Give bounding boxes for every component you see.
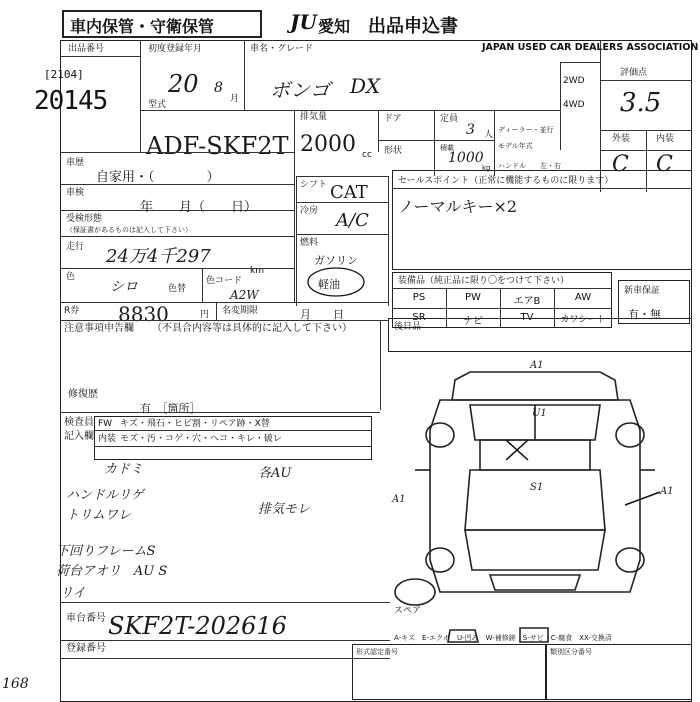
load-label: 積載 xyxy=(440,144,454,152)
form-title: 出品申込書 xyxy=(368,16,458,37)
dealer-label: ディーラー・並行 xyxy=(498,126,554,134)
equipment-item: PW xyxy=(465,292,481,303)
interior-grade: C xyxy=(656,152,673,177)
displacement-value: 2000 xyxy=(300,132,356,157)
color-label: 色 xyxy=(66,272,76,282)
ju-logo: JU xyxy=(290,10,317,34)
usage-value: 自家用・（ ） xyxy=(96,170,220,185)
mileage-label: 走行 xyxy=(66,242,85,252)
registration-month: 8 xyxy=(214,80,223,96)
rear-items-label: 後日品 xyxy=(394,322,422,332)
inspector-note: 荷台アオリ AU S xyxy=(56,564,168,579)
registration-label: 初度登録年月 xyxy=(148,44,203,54)
vehicle-grade: DX xyxy=(350,74,381,98)
spare-label: スペア xyxy=(394,606,422,616)
damage-mark: A1 xyxy=(392,494,406,505)
inspection-label: 車検 xyxy=(66,188,85,198)
inspector-note: カドミ xyxy=(104,462,144,477)
vehicle-name-label: 車名・グレード xyxy=(250,44,314,54)
org-name: 愛知 xyxy=(318,17,351,36)
exterior-grade: C xyxy=(612,152,629,177)
lot-bracket-number: [2104] xyxy=(44,68,84,81)
vehicle-name: ボンゴ xyxy=(270,78,330,102)
inspector-row2: モズ・汚・コゲ・穴・ヘコ・キレ・破レ xyxy=(120,434,282,444)
chassis-label: 車台番号 xyxy=(66,613,106,624)
mileage-unit: km xyxy=(250,266,264,276)
reg-number-label: 登録番号 xyxy=(66,643,106,654)
equipment-item: TV xyxy=(520,312,534,323)
ac-label: 冷房 xyxy=(300,206,319,216)
damage-mark: U1 xyxy=(532,408,547,419)
equipment-label: 装備品（純正品に限り〇をつけて下さい） xyxy=(398,276,570,286)
color-value: シロ xyxy=(110,279,138,295)
displacement-unit: cc xyxy=(362,150,372,160)
warranty-label: 受検形態 xyxy=(66,214,103,224)
sales-point-label: セールスポイント（正常に機能するものに限ります） xyxy=(398,176,614,186)
price-value: 8830 xyxy=(118,302,169,326)
handle-options: 左・右 xyxy=(540,162,561,170)
inspector-note: リイ xyxy=(60,586,86,601)
inspector-fw: FW xyxy=(98,419,113,429)
price-unit: 円 xyxy=(200,310,210,320)
capacity-label: 定員 xyxy=(440,114,459,124)
damage-mark: A1 xyxy=(530,360,544,371)
sales-point-value: ノーマルキー×2 xyxy=(398,197,518,216)
shift-label: シフト xyxy=(300,180,328,190)
interior-label: 内装 xyxy=(656,134,675,144)
association-name: JAPAN USED CAR DEALERS ASSOCIATION xyxy=(482,42,699,53)
load-value: 1000 xyxy=(448,150,484,166)
inspector-row1: キズ・飛石・ヒビ割・リペア跡・X替 xyxy=(120,419,270,429)
inspection-value: 年 月（ 日） xyxy=(140,200,258,215)
mileage-value: 24万4千297 xyxy=(106,246,211,267)
storage-label: 車内保管・守衛保管 xyxy=(70,17,215,36)
inspector-note: トリムワレ xyxy=(66,508,132,523)
score-value: 3.5 xyxy=(620,88,662,118)
inspector-note: 各AU xyxy=(258,466,292,481)
load-unit: kg xyxy=(482,164,491,172)
new-car-warranty-label: 新車保証 xyxy=(624,286,661,296)
model-label: 型式 xyxy=(148,100,167,110)
model-value: ADF-SKF2T xyxy=(146,132,289,160)
shift-value: CAT xyxy=(330,182,368,203)
name-change-label: 名変期限 xyxy=(222,306,259,316)
class-label: 類別区分番号 xyxy=(550,648,592,656)
inspector-note: 下回りフレームS xyxy=(56,544,156,559)
equipment-item: AW xyxy=(574,292,592,303)
handle-label: ハンドル xyxy=(498,162,526,170)
exterior-label: 外装 xyxy=(612,134,631,144)
inspector-note: 排気モレ xyxy=(258,502,311,517)
color-code-label: 色コード xyxy=(206,276,243,286)
registration-year: 20 xyxy=(168,70,199,98)
price-label: R券 xyxy=(64,306,80,316)
capacity-unit: 人 xyxy=(484,130,494,140)
fuel-light-oil: 軽油 xyxy=(318,278,340,291)
registration-month-unit: 月 xyxy=(230,94,240,104)
margin-note: 168 xyxy=(2,676,29,692)
fuel-label: 燃料 xyxy=(300,238,319,248)
damage-mark: S1 xyxy=(530,482,544,493)
drive-2wd: 2WD xyxy=(563,76,585,86)
equipment-item: カワシート xyxy=(560,315,606,325)
name-change-value: 月 日 xyxy=(300,308,344,321)
equipment-item: SR xyxy=(412,312,426,323)
notes-label: 注意事項申告欄 xyxy=(64,323,134,334)
equipment-item: PS xyxy=(412,292,426,303)
inspector-interior: 内装 xyxy=(98,434,117,444)
inspector-entry-label: 記入欄 xyxy=(64,431,94,442)
ac-value: A/C xyxy=(336,210,369,231)
color-change-label: 色替 xyxy=(168,284,187,294)
lot-label: 出品番号 xyxy=(68,44,105,54)
displacement-label: 排気量 xyxy=(300,112,328,122)
repair-label: 修復歴 xyxy=(68,389,98,400)
shape-label: 形状 xyxy=(384,146,403,156)
drive-4wd: 4WD xyxy=(563,100,585,110)
inspector-label: 検査員 xyxy=(64,417,94,428)
score-label: 評価点 xyxy=(620,68,648,78)
lot-number: 20145 xyxy=(34,86,108,116)
damage-mark: A1 xyxy=(660,486,674,497)
damage-legend: A-キズ E-エクボ U-凹み W-補修跡 S-サビ C-腐食 XX-交換済 xyxy=(394,634,612,642)
color-code: A2W xyxy=(230,288,259,302)
registration-cert-label: 形式認定番号 xyxy=(356,648,398,656)
inspector-note: ハンドルリゲ xyxy=(66,488,144,503)
fuel-gasoline: ガソリン xyxy=(314,254,358,267)
usage-label: 車歴 xyxy=(66,158,85,168)
capacity-value: 3 xyxy=(466,122,475,138)
equipment-item: エアB xyxy=(513,296,541,307)
notes-sub: （不具合内容等は具体的に記入して下さい） xyxy=(152,323,352,334)
new-car-warranty-options: 有・無 xyxy=(628,308,661,321)
model-year-label: モデル年式 xyxy=(498,142,533,150)
equipment-item: ナビ xyxy=(463,316,483,327)
chassis-number: SKF2T-202616 xyxy=(108,612,287,640)
warranty-sub: （保証書があるものは記入して下さい） xyxy=(66,226,192,234)
doors-label: ドア xyxy=(384,114,402,124)
repair-value: 有 ［箇所］ xyxy=(140,402,201,415)
